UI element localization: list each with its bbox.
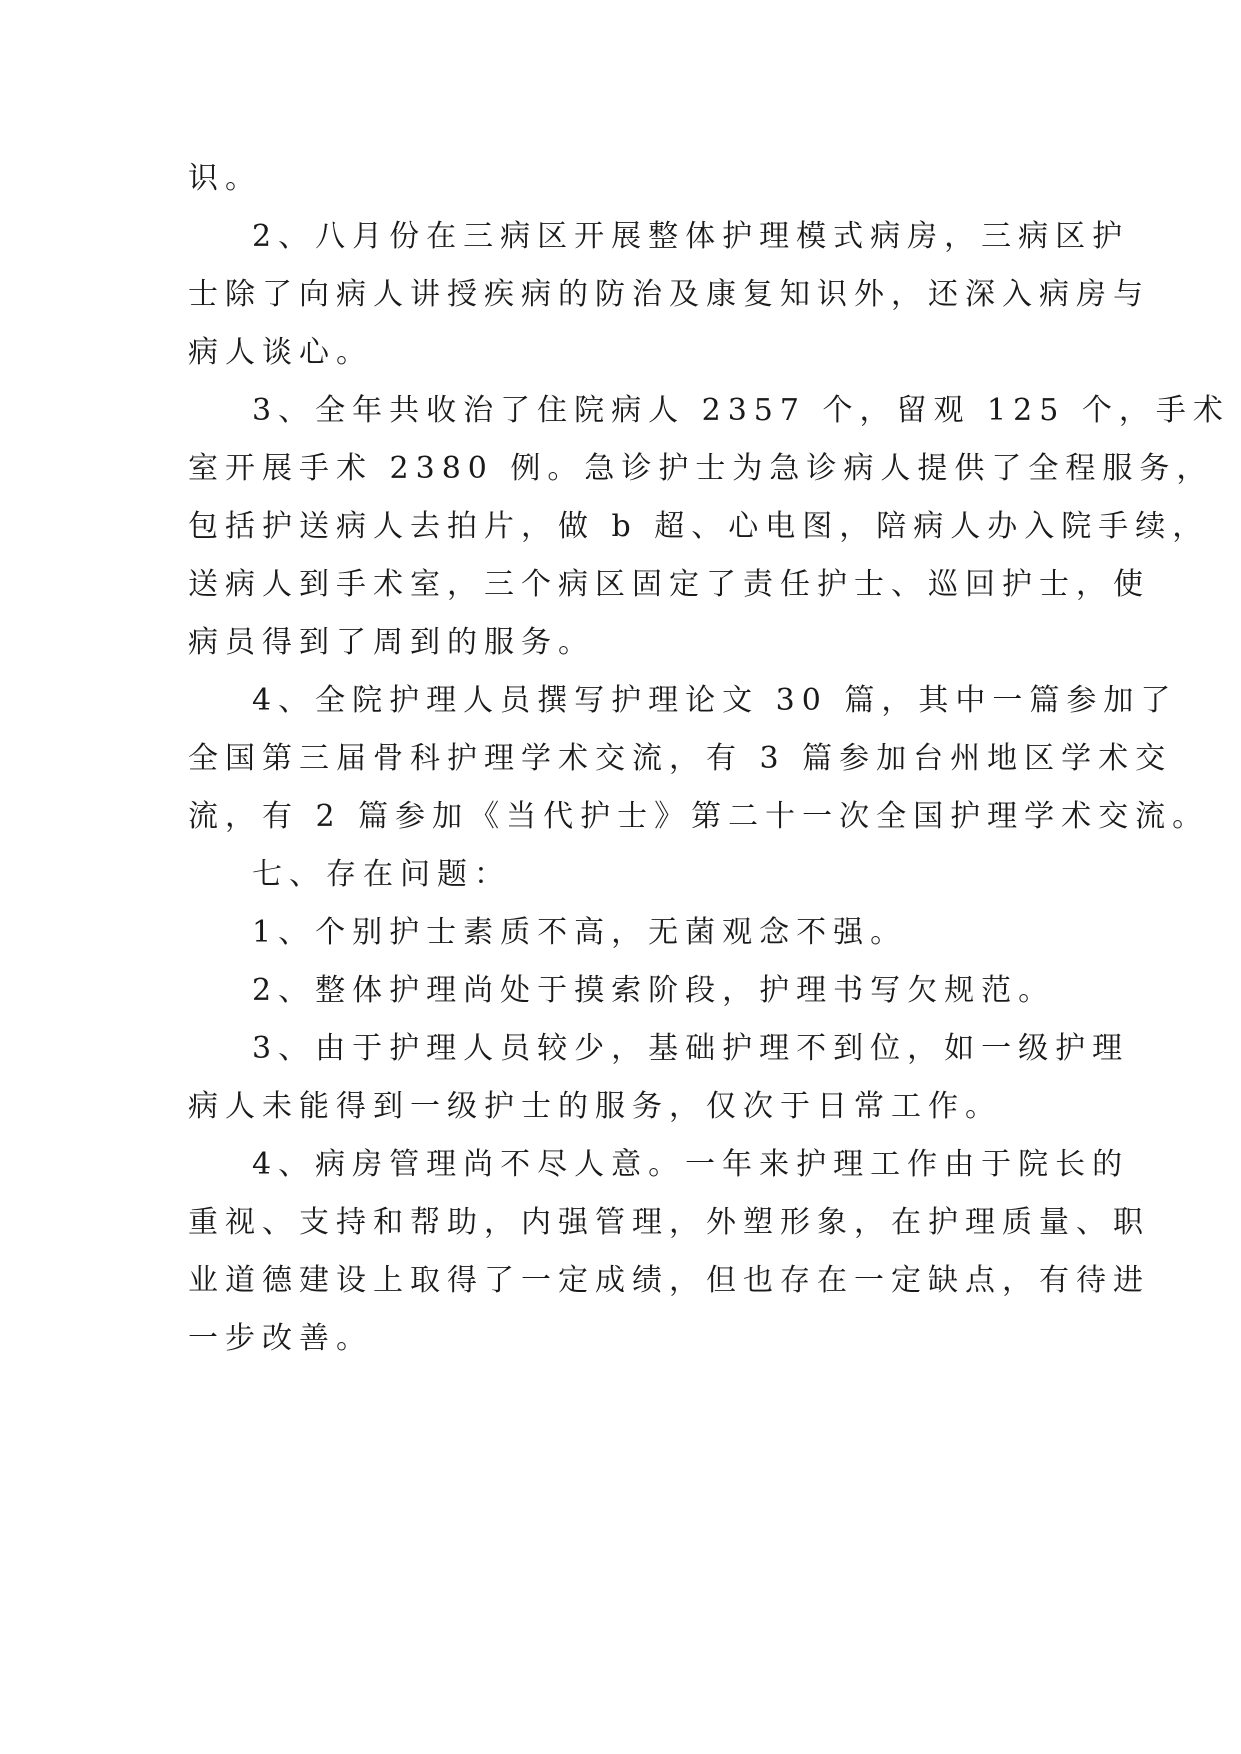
text-line: 3、全年共收治了住院病人 2357 个，留观 125 个，手术 [252,393,1230,428]
text-line: 2、整体护理尚处于摸索阶段，护理书写欠规范。 [252,973,1056,1008]
text-line: 重视、支持和帮助，内强管理，外塑形象，在护理质量、职 [188,1205,1150,1240]
text-line: 士除了向病人讲授疾病的防治及康复知识外，还深入病房与 [188,277,1150,312]
text-line: 病员得到了周到的服务。 [188,625,595,660]
document-body [188,150,1230,1368]
text-line: 1、个别护士素质不高，无菌观念不强。 [252,915,908,950]
text-line: 一步改善。 [188,1321,373,1356]
text-line: 识。 [188,161,262,196]
text-line: 室开展手术 2380 例。急诊护士为急诊病人提供了全程服务， [188,451,1214,486]
text-line: 4、全院护理人员撰写护理论文 30 篇，其中一篇参加了 [252,683,1178,718]
text-line: 业道德建设上取得了一定成绩，但也存在一定缺点，有待进 [188,1263,1150,1298]
section-heading: 七、存在问题： [252,857,511,892]
text-line: 送病人到手术室，三个病区固定了责任护士、巡回护士，使 [188,567,1150,602]
text-line: 2、八月份在三病区开展整体护理模式病房，三病区护 [252,219,1130,254]
text-line: 病人未能得到一级护士的服务，仅次于日常工作。 [188,1089,1002,1124]
text-line: 4、病房管理尚不尽人意。一年来护理工作由于院长的 [252,1147,1130,1182]
text-line: 包括护送病人去拍片，做 b 超、心电图，陪病人办入院手续， [188,509,1210,544]
text-line: 流，有 2 篇参加《当代护士》第二十一次全国护理学术交流。 [188,799,1210,834]
text-line: 全国第三届骨科护理学术交流，有 3 篇参加台州地区学术交 [188,741,1173,776]
text-line: 3、由于护理人员较少，基础护理不到位，如一级护理 [252,1031,1130,1066]
text-line: 病人谈心。 [188,335,373,370]
